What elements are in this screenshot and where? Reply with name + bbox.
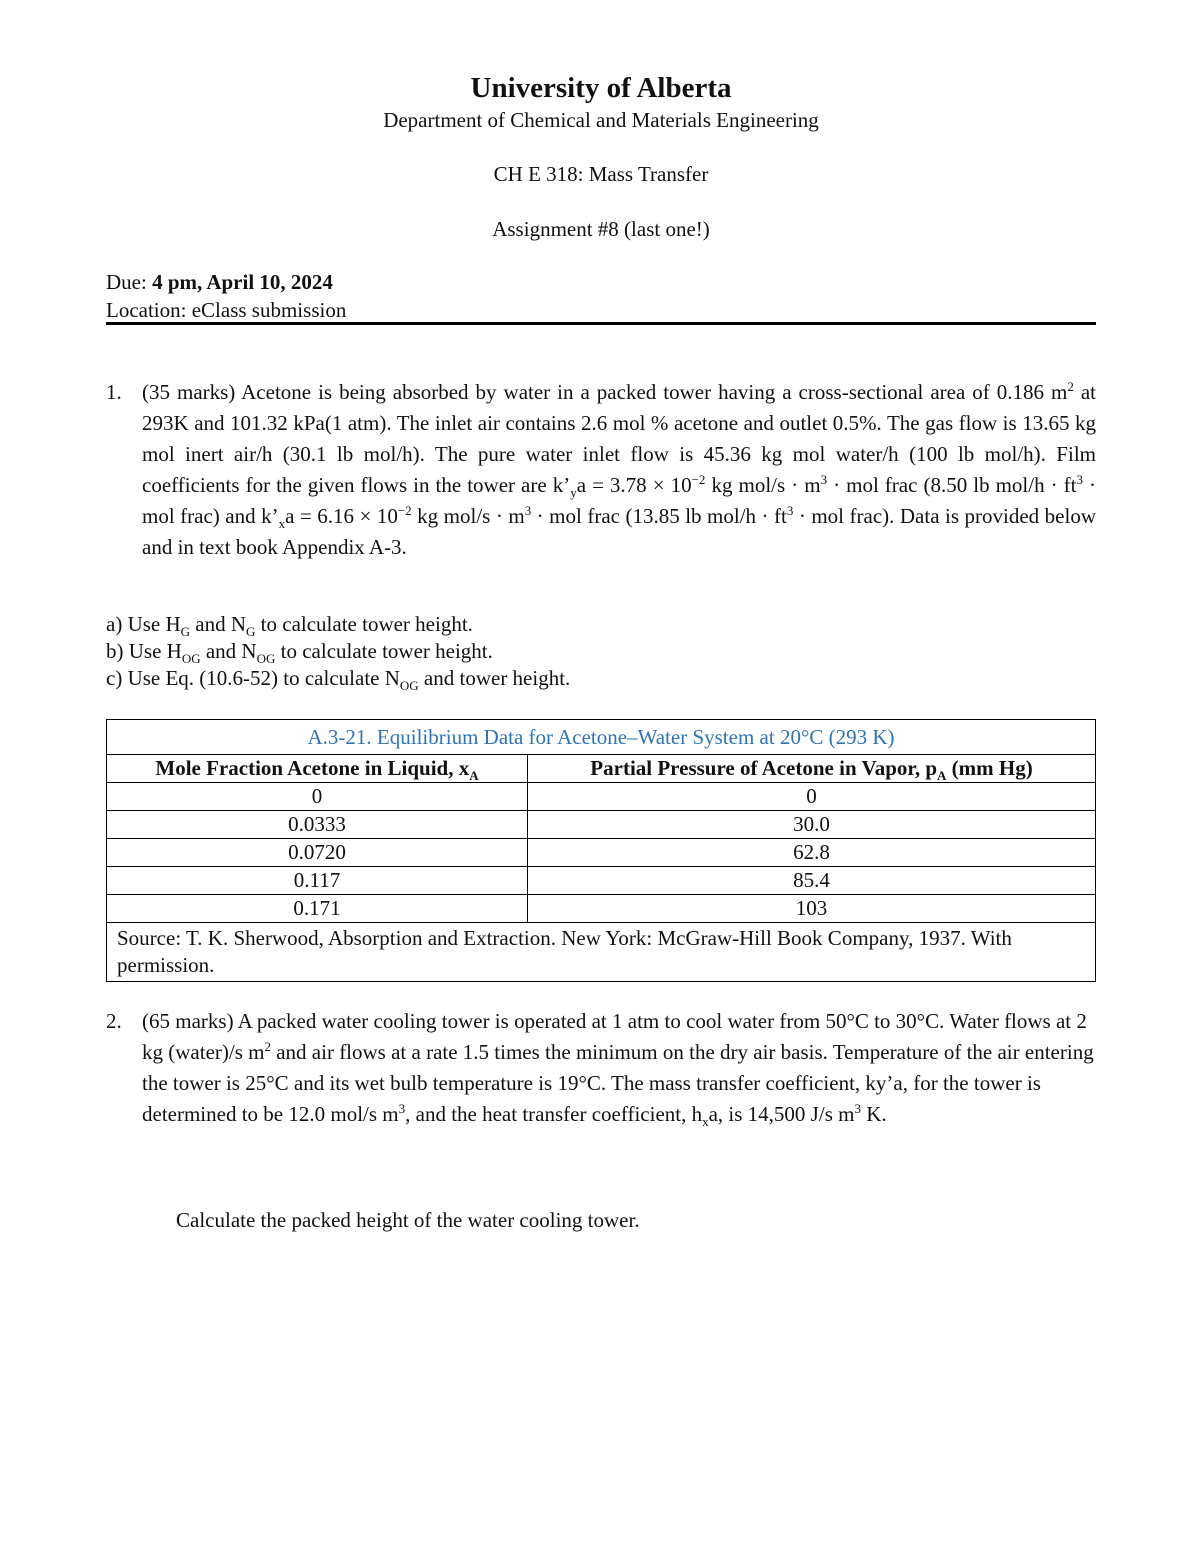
- cell-p: 0: [528, 783, 1096, 811]
- table-row: [107, 811, 1096, 839]
- table-row: [107, 839, 1096, 867]
- equilibrium-data-table: [106, 719, 1096, 982]
- cell-x: 0.0333: [107, 811, 528, 839]
- assignment-line: Assignment #8 (last one!): [492, 217, 710, 241]
- university-title: University of Alberta: [470, 72, 732, 104]
- table-source: Source: T. K. Sherwood, Absorption and Extraction. New York: McGraw-Hill Book Company, 1937. With permission.: [107, 923, 1096, 982]
- cell-p: 85.4: [528, 867, 1096, 895]
- table-row: [107, 867, 1096, 895]
- subquestion-c: c) Use Eq. (10.6-52) to calculate $N_{OG}$ and tower height.: [106, 666, 571, 694]
- question-2-text: (65 marks) A packed water cooling tower is operated at 1 atm to cool water from 50°C to 30°C. Water flows at 2 kg (water)/s $m^2$ and air flows at a rate 1.5 times the minimum on the dry air basis. Temperature of the air entering the tower is 25°C and its wet bulb temperature is 19°C. The mass transfer coefficient, ky’a, for the tower is determined to be 12.0 mol/s $m^3$, and the heat transfer coefficient, $h_xa$, is 14,500 J/s $m^3$ K.: [142, 1009, 1094, 1130]
- question-1-number: 1.: [106, 380, 122, 404]
- column-header-vapor: Partial Pressure of Acetone in Vapor, $p_A$ (mm Hg): [528, 755, 1096, 783]
- cell-x: 0.0720: [107, 839, 528, 867]
- question-1-text: (35 marks) Acetone is being absorbed by water in a packed tower having a cross-sectional area of 0.186 $m^2$ at 293K and 101.32 kPa(1 atm). The inlet air contains 2.6 mol % acetone and outlet 0.5%. The gas flow is 13.65 kg mol inert air/h (30.1 lb mol/h). The pure water inlet flow is 45.36 kg mol water/h (100 lb mol/h). Film coefficients for the given flows in the tower are $k’_ya = 3.78 \times 10^{-2}$ kg $mol/s \cdot m^3$ · mol frac (8.50 lb $mol/h \cdot ft^3$ · mol frac) and $k’_xa = 6.16 \times 10^{-2}$ kg $mol/s \cdot m^3$ · mol frac (13.85 lb $mol/h \cdot ft^3$ · mol frac). Data is provided below and in text book Appendix A-3.: [142, 379, 1097, 559]
- table-row: [107, 783, 1096, 811]
- cell-x: 0.117: [107, 867, 528, 895]
- cell-p: 30.0: [528, 811, 1096, 839]
- cell-p: 103: [528, 895, 1096, 923]
- location-line: Location: eClass submission: [106, 298, 347, 322]
- question-2: [106, 1006, 1096, 1130]
- table-row: [107, 895, 1096, 923]
- question-2-task: Calculate the packed height of the water cooling tower.: [176, 1208, 640, 1232]
- department-line: Department of Chemical and Materials Engineering: [383, 108, 819, 132]
- subquestion-a: a) Use $H_G$ and $N_G$ to calculate tower height.: [106, 612, 473, 640]
- due-label: Due:: [106, 270, 153, 294]
- header-divider: [106, 322, 1096, 325]
- subquestion-b: b) Use $H_{OG}$ and $N_{OG}$ to calculate tower height.: [106, 639, 493, 667]
- cell-x: 0: [107, 783, 528, 811]
- table-caption: A.3-21. Equilibrium Data for Acetone–Water System at 20°C (293 K): [107, 720, 1096, 755]
- due-value: 4 pm, April 10, 2024: [152, 270, 333, 294]
- cell-x: 0.171: [107, 895, 528, 923]
- due-date: [106, 270, 333, 295]
- cell-p: 62.8: [528, 839, 1096, 867]
- course-line: CH E 318: Mass Transfer: [493, 162, 709, 186]
- question-2-number: 2.: [106, 1009, 122, 1033]
- question-1: [106, 377, 1096, 563]
- column-header-liquid: Mole Fraction Acetone in Liquid, $x_A$: [107, 755, 528, 783]
